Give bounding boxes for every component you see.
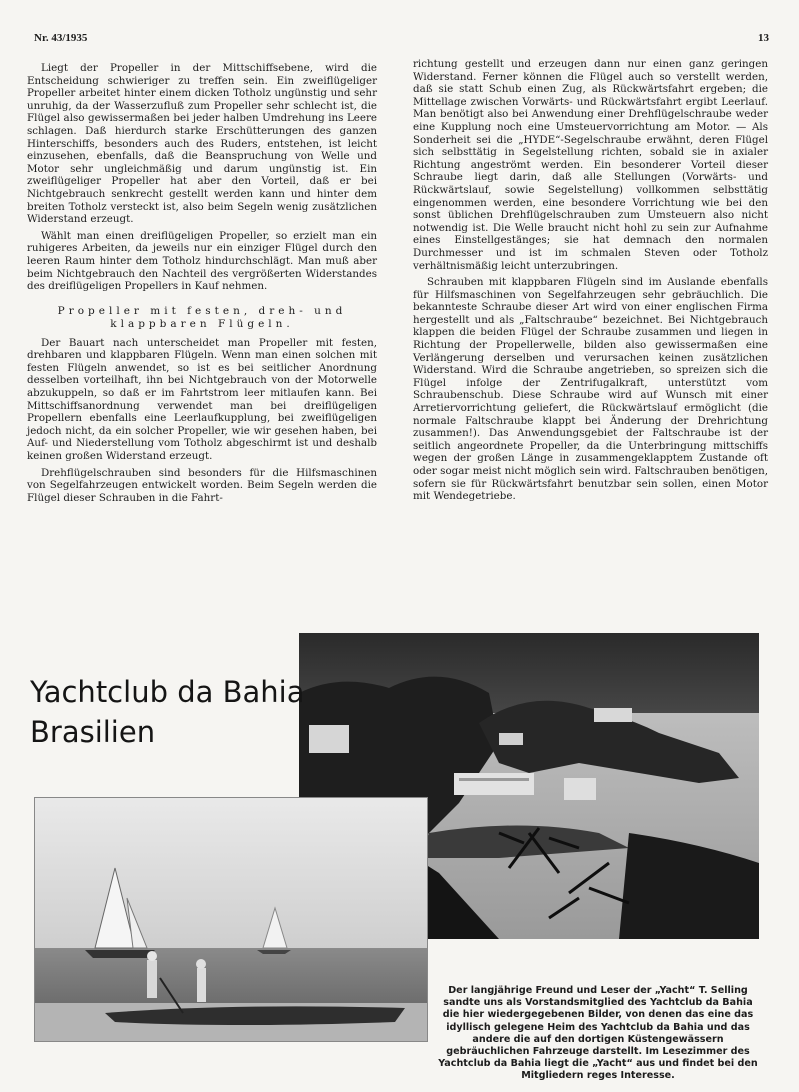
feature-title-line: Yachtclub da Bahia xyxy=(30,675,305,709)
left-text-column xyxy=(27,62,377,508)
photo-caption: Der langjährige Freund und Leser der „Yacht“ T. Selling sandte uns als Vorstandsmitglied des Yachtclub da Bahia die hier wiedergegebenen Bilder, von denen das eine das idyllisch gelegene Heim des Yachtclub da Bahia und das andere die auf den dortigen Küstengewässern gebräuchlichen Fahrzeuge darstellt. Im Lesezimmer des Yachtclub da Bahia liegt die „Yacht“ aus und findet bei den Mitgliedern reges Interesse. xyxy=(438,985,758,1082)
paragraph: Wählt man einen dreiflügeligen Propeller, so erzielt man ein ruhigeres Arbeiten, da jeweils nur ein einziger Flügel durch den leeren Raum hinter dem Totholz hindurchschlägt. Man muß aber beim Nichtgebrauch den Nachteil des vergrößerten Widerstandes des dreiflügeligen Propellers in Kauf nehmen. xyxy=(27,229,377,293)
feature-title xyxy=(30,672,304,752)
paragraph: Schrauben mit klappbaren Flügeln sind im Auslande ebenfalls für Hilfsmaschinen von Segelfahrzeugen sehr gebräuchlich. Die bekannteste Schraube dieser Art wird von einer englischen Firma hergestellt und als „Faltschraube“ bezeichnet. Bei Nichtgebrauch klappen die beiden Flügel der Schraube zusammen und liegen in Richtung der Propellerwelle, bilden also gewissermaßen eine Verlängerung derselben und verursachen keinen zusätzlichen Widerstand. Wird die Schraube angetrieben, so spreizen sich die Flügel infolge der Zentrifugalkraft, unterstützt vom Schraubenschub. Diese Schraube wird auf Wunsch mit einer Arretiervorrichtung geliefert, die Rückwärtslauf ermöglicht (die normale Faltschraube klappt bei Änderung der Drehrichtung zusammen!). Das Anwendungsgebiet der Faltschraube ist der seitlich angeordnete Propeller, da die Unterbringung mittschiffs wegen der großen Länge in zusammengeklapptem Zustande oft oder sogar meist nicht möglich sein wird. Faltschrauben benötigen, sofern sie für Rückwärtsfahrt benutzbar sein sollen, einen Motor mit Wendegetriebe. xyxy=(413,276,768,503)
paragraph: Drehflügelschrauben sind besonders für die Hilfsmaschinen von Segelfahrzeugen entwickelt worden. Beim Segeln werden die Flügel dieser Schrauben in die Fahrt- xyxy=(27,466,377,504)
right-text-column xyxy=(413,58,768,507)
page-number: 13 xyxy=(758,32,769,44)
section-subheading: Propeller mit festen, dreh- und klappbaren Flügeln. xyxy=(57,304,347,330)
sailing-boats-beach-photo xyxy=(34,797,428,1042)
paragraph: richtung gestellt und erzeugen dann nur einen ganz geringen Widerstand. Ferner können die Flügel auch so verstellt werden, daß sie statt Schub einen Zug, als Rückwärtsfahrt ergeben; die Mittellage zwischen Vorwärts- und Rückwärtsfahrt ergibt Leerlauf. Man benötigt also bei Anwendung einer Drehflügelschraube weder eine Kupplung noch eine Umsteuervorrichtung am Motor. — Als Sonderheit sei die „HYDE“-Segelschraube erwähnt, deren Flügel sich selbsttätig in Segelstellung richten, sobald sie in axialer Richtung angeströmt werden. Ein besonderer Vorteil dieser Schraube liegt darin, daß alle Stellungen (Vorwärts- und Rückwärtslauf, sowie Segelstellung) vollkommen selbsttätig eingenommen werden, eine besondere Vorrichtung wie bei den sonst üblichen Drehflügelschrauben zum Umsteuern also nicht notwendig ist. Die Welle braucht nicht hohl zu sein zur Aufnahme eines Einstellgestänges; sie hat demnach den normalen Durchmesser und ist im schmalen Steven oder Totholz verhältnismäßig leicht unterzubringen. xyxy=(413,58,768,272)
paragraph: Liegt der Propeller in der Mittschiffsebene, wird die Entscheidung schwieriger zu treffen sein. Ein zweiflügeliger Propeller arbeitet hinter einem dicken Totholz ungünstig und sehr unruhig, da der Wasserzufluß zum Propeller sehr schlecht ist, die Flügel also gewissermaßen bei jeder halben Umdrehung ins Leere schlagen. Daß hierdurch starke Erschütterungen des ganzen Hinterschiffs, besonders auch des Ruders, entstehen, ist leicht einzusehen, ebenfalls, daß die Beanspruchung von Welle und Motor sehr ungleichmäßig und darum ungünstig ist. Ein zweiflügeliger Propeller hat aber den Vorteil, daß er bei Nichtgebrauch senkrecht gestellt werden kann und hinter dem breiten Totholz versteckt ist, also beim Segeln wenig zusätzlichen Widerstand erzeugt. xyxy=(27,62,377,226)
paragraph: Der Bauart nach unterscheidet man Propeller mit festen, drehbaren und klappbaren Flügeln. Wenn man einen solchen mit festen Flügeln anwendet, so ist es bei seitlicher Anordnung desselben vorteilhaft, ihn bei Nichtgebrauch von der Motorwelle abzukuppeln, so daß er im Fahrtstrom leer mitlaufen kann. Bei Mittschiffsanordnung verwendet man bei dreiflügeligen Propellern ebenfalls eine Leerlaufkupplung, bei zweiflügeligen jedoch nicht, da ein solcher Propeller, wie wir gesehen haben, bei Auf- und Niederstellung vom Totholz abgeschirmt ist und deshalb keinen großen Widerstand erzeugt. xyxy=(27,336,377,463)
issue-number: Nr. 43/1935 xyxy=(34,32,88,44)
feature-title-line: Brasilien xyxy=(30,715,156,749)
